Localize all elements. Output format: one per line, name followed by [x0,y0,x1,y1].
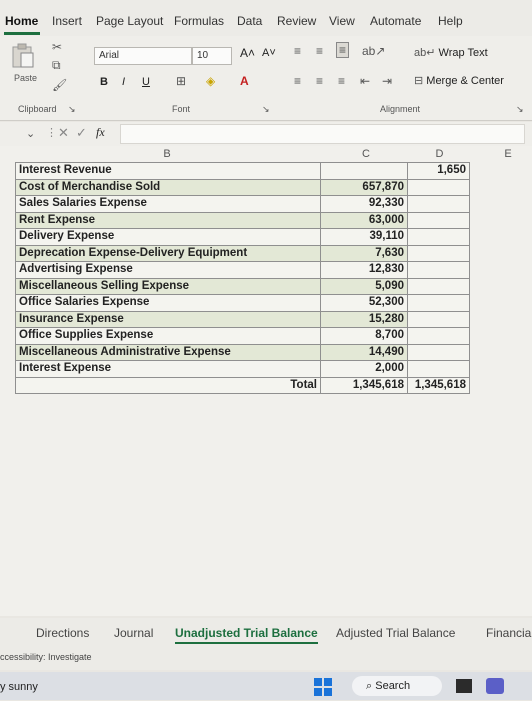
debit-cell[interactable]: 5,090 [321,278,408,295]
clipboard-launcher-icon[interactable]: ↘ [68,104,76,114]
enter-icon[interactable]: ✓ [76,125,87,140]
font-size-select[interactable] [192,47,232,65]
group-clipboard-label: Clipboard [18,104,57,114]
table-row [16,229,470,246]
column-header-e[interactable]: E [504,148,512,160]
sheet-tab-directions[interactable]: Directions [36,626,90,640]
table-row [16,361,470,378]
table-row [16,163,470,180]
credit-cell[interactable] [408,361,470,378]
row-label[interactable]: Insurance Expense [16,311,321,328]
underline-button[interactable]: U [142,76,150,88]
total-debit[interactable]: 1,345,618 [321,377,408,394]
align-top-icon[interactable]: ≡ [294,44,302,58]
name-box-dropdown-icon[interactable]: ⌄ [26,128,36,140]
windows-logo [314,678,332,696]
tab-automate[interactable]: Automate [370,14,422,28]
row-label[interactable]: Interest Expense [16,361,321,378]
table-row [16,278,470,295]
sheet-tab-journal[interactable]: Journal [114,626,154,640]
debit-cell[interactable]: 8,700 [321,328,408,345]
table-row [16,212,470,229]
borders-icon[interactable]: ⊞ [176,74,187,88]
table-row [16,179,470,196]
debit-cell[interactable]: 657,870 [321,179,408,196]
font-color-icon[interactable]: A [240,74,249,88]
formula-input[interactable] [120,124,525,144]
tab-home[interactable]: Home [5,14,39,28]
tab-review[interactable]: Review [277,14,317,28]
debit-cell[interactable]: 63,000 [321,212,408,229]
row-label[interactable]: Miscellaneous Selling Expense [16,278,321,295]
table-row [16,295,470,312]
clipboard-icon [10,42,36,70]
ribbon [0,36,532,121]
bold-button[interactable]: B [100,76,108,88]
font-name-value: Arial [99,50,120,61]
row-label[interactable]: Interest Revenue [16,163,321,180]
debit-cell[interactable]: 92,330 [321,196,408,213]
row-label[interactable]: Cost of Merchandise Sold [16,179,321,196]
credit-cell[interactable]: 1,650 [408,163,470,180]
align-bottom-icon[interactable]: ≡ [336,42,349,58]
windows-start-icon[interactable] [314,678,332,696]
format-painter-icon[interactable]: 🖌 [52,78,68,92]
debit-cell[interactable]: 12,830 [321,262,408,279]
debit-cell[interactable]: 7,630 [321,245,408,262]
tab-help[interactable]: Help [438,14,463,28]
trial-balance-table [15,162,470,394]
decrease-indent-icon[interactable]: ⇤ [360,74,371,88]
orientation-icon[interactable]: ab↗ [362,44,386,58]
formula-bar [0,122,532,146]
cancel-icon[interactable]: ✕ [58,125,69,140]
tab-view[interactable]: View [329,14,355,28]
tab-page-layout[interactable]: Page Layout [96,14,164,28]
active-tab-indicator [4,32,40,35]
group-font-label: Font [172,104,191,114]
align-left-icon[interactable]: ≡ [294,74,302,88]
debit-cell[interactable]: 39,110 [321,229,408,246]
credit-cell[interactable] [408,311,470,328]
taskbar-search[interactable] [352,676,442,696]
app-icon[interactable] [456,679,472,693]
grow-font-button[interactable]: A˄ [240,46,256,60]
cut-icon[interactable]: ✂ [52,40,63,54]
shrink-font-button[interactable]: A˅ [262,47,276,59]
paste-button[interactable] [10,42,38,72]
table-row [16,245,470,262]
status-bar [0,648,532,670]
credit-cell[interactable] [408,196,470,213]
row-label[interactable]: Delivery Expense [16,229,321,246]
wrap-text-button[interactable] [414,46,488,59]
row-label[interactable]: Sales Salaries Expense [16,196,321,213]
formula-input-value [121,129,125,141]
font-launcher-icon[interactable]: ↘ [262,104,270,114]
credit-cell[interactable] [408,245,470,262]
sheet-tabs [0,618,532,648]
credit-cell[interactable] [408,262,470,279]
debit-cell[interactable]: 14,490 [321,344,408,361]
sheet-tab-financial[interactable]: Financia [486,626,532,640]
weather-widget[interactable]: y sunny [0,681,38,693]
ribbon-tabs [0,0,532,36]
row-label[interactable]: Miscellaneous Administrative Expense [16,344,321,361]
taskbar [0,672,532,700]
table-row [16,196,470,213]
credit-cell[interactable] [408,328,470,345]
column-header-d[interactable]: D [435,148,444,160]
group-alignment-label: Alignment [380,104,421,114]
credit-cell[interactable] [408,344,470,361]
total-label[interactable]: Total [16,377,321,394]
insert-function-button[interactable]: fx [96,125,105,139]
merge-center-icon: ⊟ [414,75,427,87]
total-credit[interactable]: 1,345,618 [408,377,470,394]
credit-cell[interactable] [408,278,470,295]
wrap-text-icon: ab↵ [414,47,439,59]
merge-center-button[interactable] [414,74,504,87]
total-row [16,377,470,394]
table-row [16,344,470,361]
table-row [16,328,470,345]
font-name-select[interactable] [94,47,192,65]
row-label[interactable]: Advertising Expense [16,262,321,279]
credit-cell[interactable] [408,295,470,312]
row-label[interactable]: Office Salaries Expense [16,295,321,312]
align-right-icon[interactable]: ≡ [338,74,346,88]
search-icon: ⌕ [366,680,373,692]
alignment-launcher-icon[interactable]: ↘ [516,104,524,114]
tab-formulas[interactable]: Formulas [174,14,225,28]
debit-cell[interactable] [321,163,408,180]
sheet-tab-unadjusted-trial-balance[interactable]: Unadjusted Trial Balance [175,626,318,644]
accessibility-status[interactable]: ccessibility: Investigate [0,652,92,662]
credit-cell[interactable] [408,212,470,229]
more-options-icon[interactable]: ⋮ [46,127,57,139]
debit-cell[interactable]: 52,300 [321,295,408,312]
credit-cell[interactable] [408,229,470,246]
tab-insert[interactable]: Insert [52,14,83,28]
row-label[interactable]: Rent Expense [16,212,321,229]
table-row [16,262,470,279]
column-header-c[interactable]: C [362,148,370,160]
font-size-value: 10 [197,50,209,61]
increase-indent-icon[interactable]: ⇥ [382,74,393,88]
tab-data[interactable]: Data [237,14,263,28]
debit-cell[interactable]: 2,000 [321,361,408,378]
align-middle-icon[interactable]: ≡ [316,44,324,58]
row-label[interactable]: Office Supplies Expense [16,328,321,345]
debit-cell[interactable]: 15,280 [321,311,408,328]
column-header-b[interactable]: B [163,148,171,160]
wrap-text-label: Wrap Text [438,47,488,59]
paste-label: Paste [14,73,38,83]
merge-center-label: Merge & Center [426,75,504,87]
credit-cell[interactable] [408,179,470,196]
align-center-icon[interactable]: ≡ [316,74,324,88]
copy-icon[interactable]: ⧉ [52,58,61,72]
italic-button[interactable]: I [122,76,126,88]
table-row [16,311,470,328]
fill-color-icon[interactable]: ◈ [206,74,216,88]
search-label: Search [375,680,411,692]
sheet-tab-adjusted-trial-balance[interactable]: Adjusted Trial Balance [336,626,456,640]
teams-icon[interactable] [486,678,504,694]
row-label[interactable]: Deprecation Expense-Delivery Equipment [16,245,321,262]
